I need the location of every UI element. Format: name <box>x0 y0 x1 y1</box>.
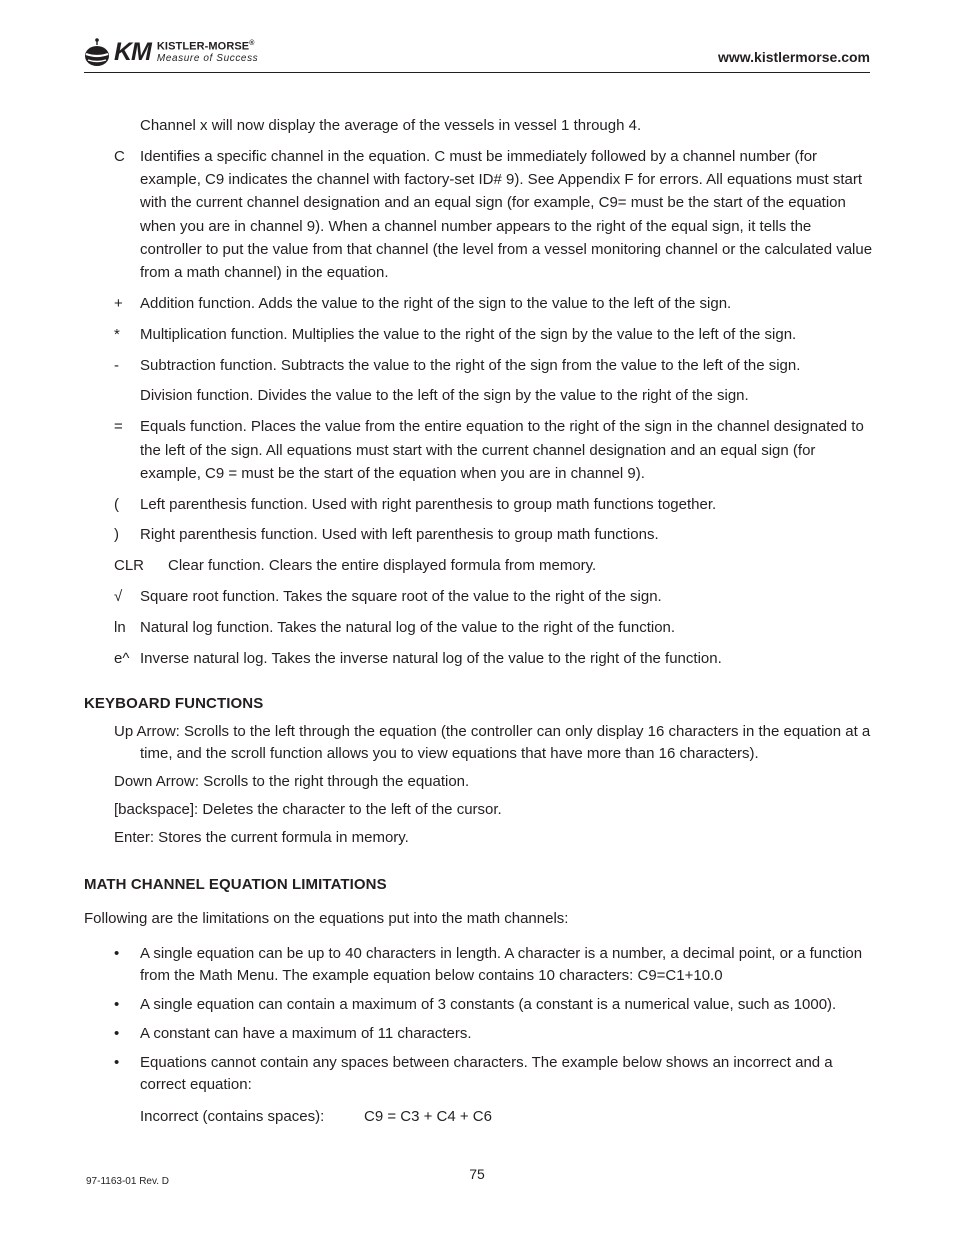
bullet-dot: • <box>114 995 120 1013</box>
keyboard-function-item: Up Arrow: Scrolls to the left through the equation (the controller can only display 16 characters in the equation at a time, and the scroll function allows you to view equations that have more than 16 characters). <box>114 723 871 763</box>
bullet-text: A single equation can be up to 40 characters in length. A character is a number, a decimal point, or a function from the Math Menu. The example equation below contains 10 characters: C9=C1+10.0 <box>140 944 863 984</box>
limitation-bullet <box>84 943 874 987</box>
document-number: 97-1163-01 Rev. D <box>86 1176 170 1187</box>
function-symbol: ln <box>114 618 126 636</box>
function-item <box>84 616 874 639</box>
function-item <box>84 493 874 516</box>
function-description: Subtraction function. Subtracts the value to the right of the sign from the value to the left of the sign. <box>140 356 801 374</box>
limitations-intro: Following are the limitations on the equations put into the math channels: <box>84 909 569 927</box>
function-description: Square root function. Takes the square root of the value to the right of the sign. <box>140 588 662 606</box>
website-url: www.kistlermorse.com <box>718 49 870 65</box>
function-description: Clear function. Clears the entire displayed formula from memory. <box>168 557 597 575</box>
bullet-dot: • <box>114 944 120 962</box>
function-item <box>84 415 874 485</box>
kistler-morse-logo <box>84 36 258 68</box>
page-header <box>84 36 870 73</box>
incorrect-equation-example <box>84 1105 874 1128</box>
function-item <box>84 585 874 608</box>
keyboard-functions-heading: KEYBOARD FUNCTIONS <box>84 694 264 712</box>
function-symbol: CLR <box>114 557 145 575</box>
example-label: Incorrect (contains spaces): <box>140 1107 325 1125</box>
bullet-dot: • <box>114 1053 120 1071</box>
bullet-text: Equations cannot contain any spaces between characters. The example below shows an incorrect and a correct equation: <box>140 1053 833 1093</box>
limitations-list <box>84 943 874 1096</box>
limitation-bullet <box>84 994 874 1016</box>
function-item <box>84 354 874 377</box>
function-description: Division function. Divides the value to the left of the sign by the value to the right of the sign. <box>140 387 749 405</box>
bullet-text: A single equation can contain a maximum of 3 constants (a constant is a numerical value, such as 1000). <box>140 995 837 1013</box>
function-description: Left parenthesis function. Used with right parenthesis to group math functions together. <box>140 495 717 513</box>
registered-mark: ® <box>249 40 255 48</box>
keyboard-function-item: Enter: Stores the current formula in memory. <box>114 829 409 847</box>
function-symbol: + <box>114 295 123 313</box>
logo-brand: KISTLER-MORSE® <box>156 40 255 53</box>
keyboard-function-item: [backspace]: Deletes the character to the left of the cursor. <box>114 801 502 819</box>
function-item <box>84 523 874 546</box>
limitations-heading: MATH CHANNEL EQUATION LIMITATIONS <box>84 876 387 894</box>
function-symbol: C <box>114 147 125 165</box>
function-symbol: e^ <box>114 649 130 667</box>
function-description: Multiplication function. Multiplies the value to the right of the sign by the value to the left of the sign. <box>140 325 797 343</box>
function-symbol: - <box>114 356 119 374</box>
globe-logo-icon <box>84 37 110 67</box>
function-description: Equals function. Places the value from the entire equation to the right of the sign in the channel designated to the left of the sign. All equations must start with the current channel designation and an equal sign (for example, C9 = must be the start of the equation when you are in channel 9). <box>140 418 864 482</box>
bullet-text: A constant can have a maximum of 11 characters. <box>140 1024 472 1042</box>
function-item <box>84 323 874 346</box>
function-list <box>84 114 874 547</box>
function-list-2 <box>84 585 874 670</box>
function-symbol: ( <box>114 495 119 513</box>
function-description: Identifies a specific channel in the equation. C must be immediately followed by a channel number (for example, C9 indicates the channel with factory-set ID# 9). See Appendix F for errors. All equations must start with the current channel designation and an equal sign (for example, C9= must be the start of the equation when you are in channel 9). When a channel number appears to the right of the equal sign, it tells the controller to put the value from that channel (the level from a vessel monitoring channel or the calculated value from a math channel) in the equation. <box>140 147 873 282</box>
function-item <box>84 114 874 137</box>
keyboard-function-item: Down Arrow: Scrolls to the right through the equation. <box>114 773 470 791</box>
bullet-dot: • <box>114 1024 120 1042</box>
function-symbol: * <box>114 325 120 343</box>
function-symbol: √ <box>114 588 123 606</box>
limitation-bullet <box>84 1023 874 1045</box>
page-body <box>84 114 874 1128</box>
function-item <box>84 647 874 670</box>
function-description: Inverse natural log. Takes the inverse natural log of the value to the right of the function. <box>140 649 722 667</box>
function-symbol: = <box>114 418 123 436</box>
example-equation: C9 = C3 + C4 + C6 <box>364 1107 492 1125</box>
function-description: Natural log function. Takes the natural log of the value to the right of the function. <box>140 618 676 636</box>
function-symbol: ) <box>114 526 119 544</box>
keyboard-functions-list <box>84 721 874 849</box>
logo-tagline: Measure of Success <box>156 52 259 64</box>
limitation-bullet <box>84 1052 874 1096</box>
logo-mark: KM <box>114 37 151 66</box>
function-item <box>84 145 874 285</box>
function-description: Channel x will now display the average of the vessels in vessel 1 through 4. <box>140 117 642 134</box>
function-item <box>84 292 874 315</box>
function-item-clr <box>84 554 874 577</box>
function-description: Addition function. Adds the value to the right of the sign to the value to the left of the sign. <box>140 295 732 313</box>
function-item <box>84 384 874 407</box>
function-description: Right parenthesis function. Used with left parenthesis to group math functions. <box>140 526 659 544</box>
page-number: 75 <box>469 1166 485 1182</box>
